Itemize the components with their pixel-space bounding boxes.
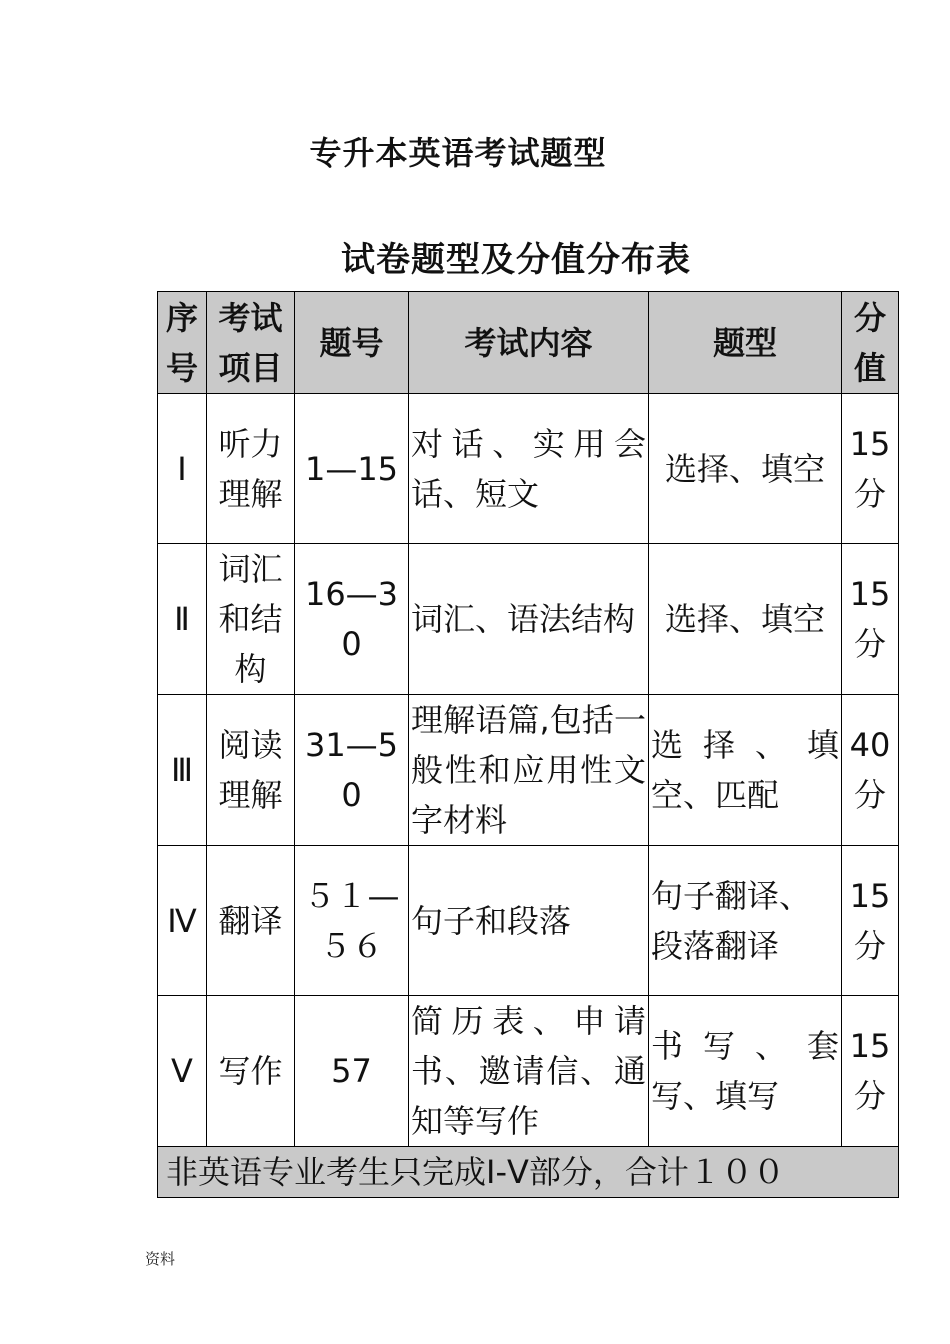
header-item: 考试项目 bbox=[207, 292, 295, 394]
cell-range: 57 bbox=[295, 996, 409, 1147]
cell-item: 翻译 bbox=[207, 846, 295, 996]
cell-score: 15分 bbox=[842, 996, 899, 1147]
cell-item: 阅读理解 bbox=[207, 695, 295, 846]
cell-type: 选择、填空、匹配 bbox=[649, 695, 842, 846]
summary-note: 非英语专业考生只完成Ⅰ-Ⅴ部分，合计１００ bbox=[158, 1147, 899, 1198]
header-score: 分值 bbox=[842, 292, 899, 394]
cell-no: Ⅴ bbox=[158, 996, 207, 1147]
cell-range: 16—30 bbox=[295, 544, 409, 695]
cell-score: 40分 bbox=[842, 695, 899, 846]
cell-content: 理解语篇,包括一般性和应用性文字材料 bbox=[409, 695, 649, 846]
table-header-row bbox=[158, 292, 899, 394]
cell-content: 句子和段落 bbox=[409, 846, 649, 996]
cell-range: 31—50 bbox=[295, 695, 409, 846]
cell-range: ５１—５６ bbox=[295, 846, 409, 996]
cell-score: 15分 bbox=[842, 544, 899, 695]
header-no: 序号 bbox=[158, 292, 207, 394]
cell-item: 写作 bbox=[207, 996, 295, 1147]
cell-range: 1—15 bbox=[295, 394, 409, 544]
table-row bbox=[158, 695, 899, 846]
cell-no: Ⅱ bbox=[158, 544, 207, 695]
table-row bbox=[158, 394, 899, 544]
cell-no: Ⅳ bbox=[158, 846, 207, 996]
table-row bbox=[158, 544, 899, 695]
summary-row bbox=[158, 1147, 899, 1198]
cell-content: 对话、实用会话、短文 bbox=[409, 394, 649, 544]
header-type: 题型 bbox=[649, 292, 842, 394]
cell-type: 句子翻译、段落翻译 bbox=[649, 846, 842, 996]
score-distribution-table bbox=[157, 291, 899, 1198]
table-title: 试卷题型及分值分布表 bbox=[341, 240, 691, 280]
cell-type: 书写、套写、填写 bbox=[649, 996, 842, 1147]
cell-content: 简历表、申请书、邀请信、通知等写作 bbox=[409, 996, 649, 1147]
document-title: 专升本英语考试题型 bbox=[309, 134, 607, 172]
cell-item: 听力理解 bbox=[207, 394, 295, 544]
cell-score: 15分 bbox=[842, 846, 899, 996]
cell-score: 15分 bbox=[842, 394, 899, 544]
cell-item: 词汇和结构 bbox=[207, 544, 295, 695]
cell-no: Ⅰ bbox=[158, 394, 207, 544]
page-footer-note: 资料 bbox=[145, 1250, 176, 1268]
cell-content: 词汇、语法结构 bbox=[409, 544, 649, 695]
table-row bbox=[158, 996, 899, 1147]
header-question-no: 题号 bbox=[295, 292, 409, 394]
cell-no: Ⅲ bbox=[158, 695, 207, 846]
cell-type: 选择、填空 bbox=[649, 394, 842, 544]
cell-type: 选择、填空 bbox=[649, 544, 842, 695]
header-content: 考试内容 bbox=[409, 292, 649, 394]
table-row bbox=[158, 846, 899, 996]
